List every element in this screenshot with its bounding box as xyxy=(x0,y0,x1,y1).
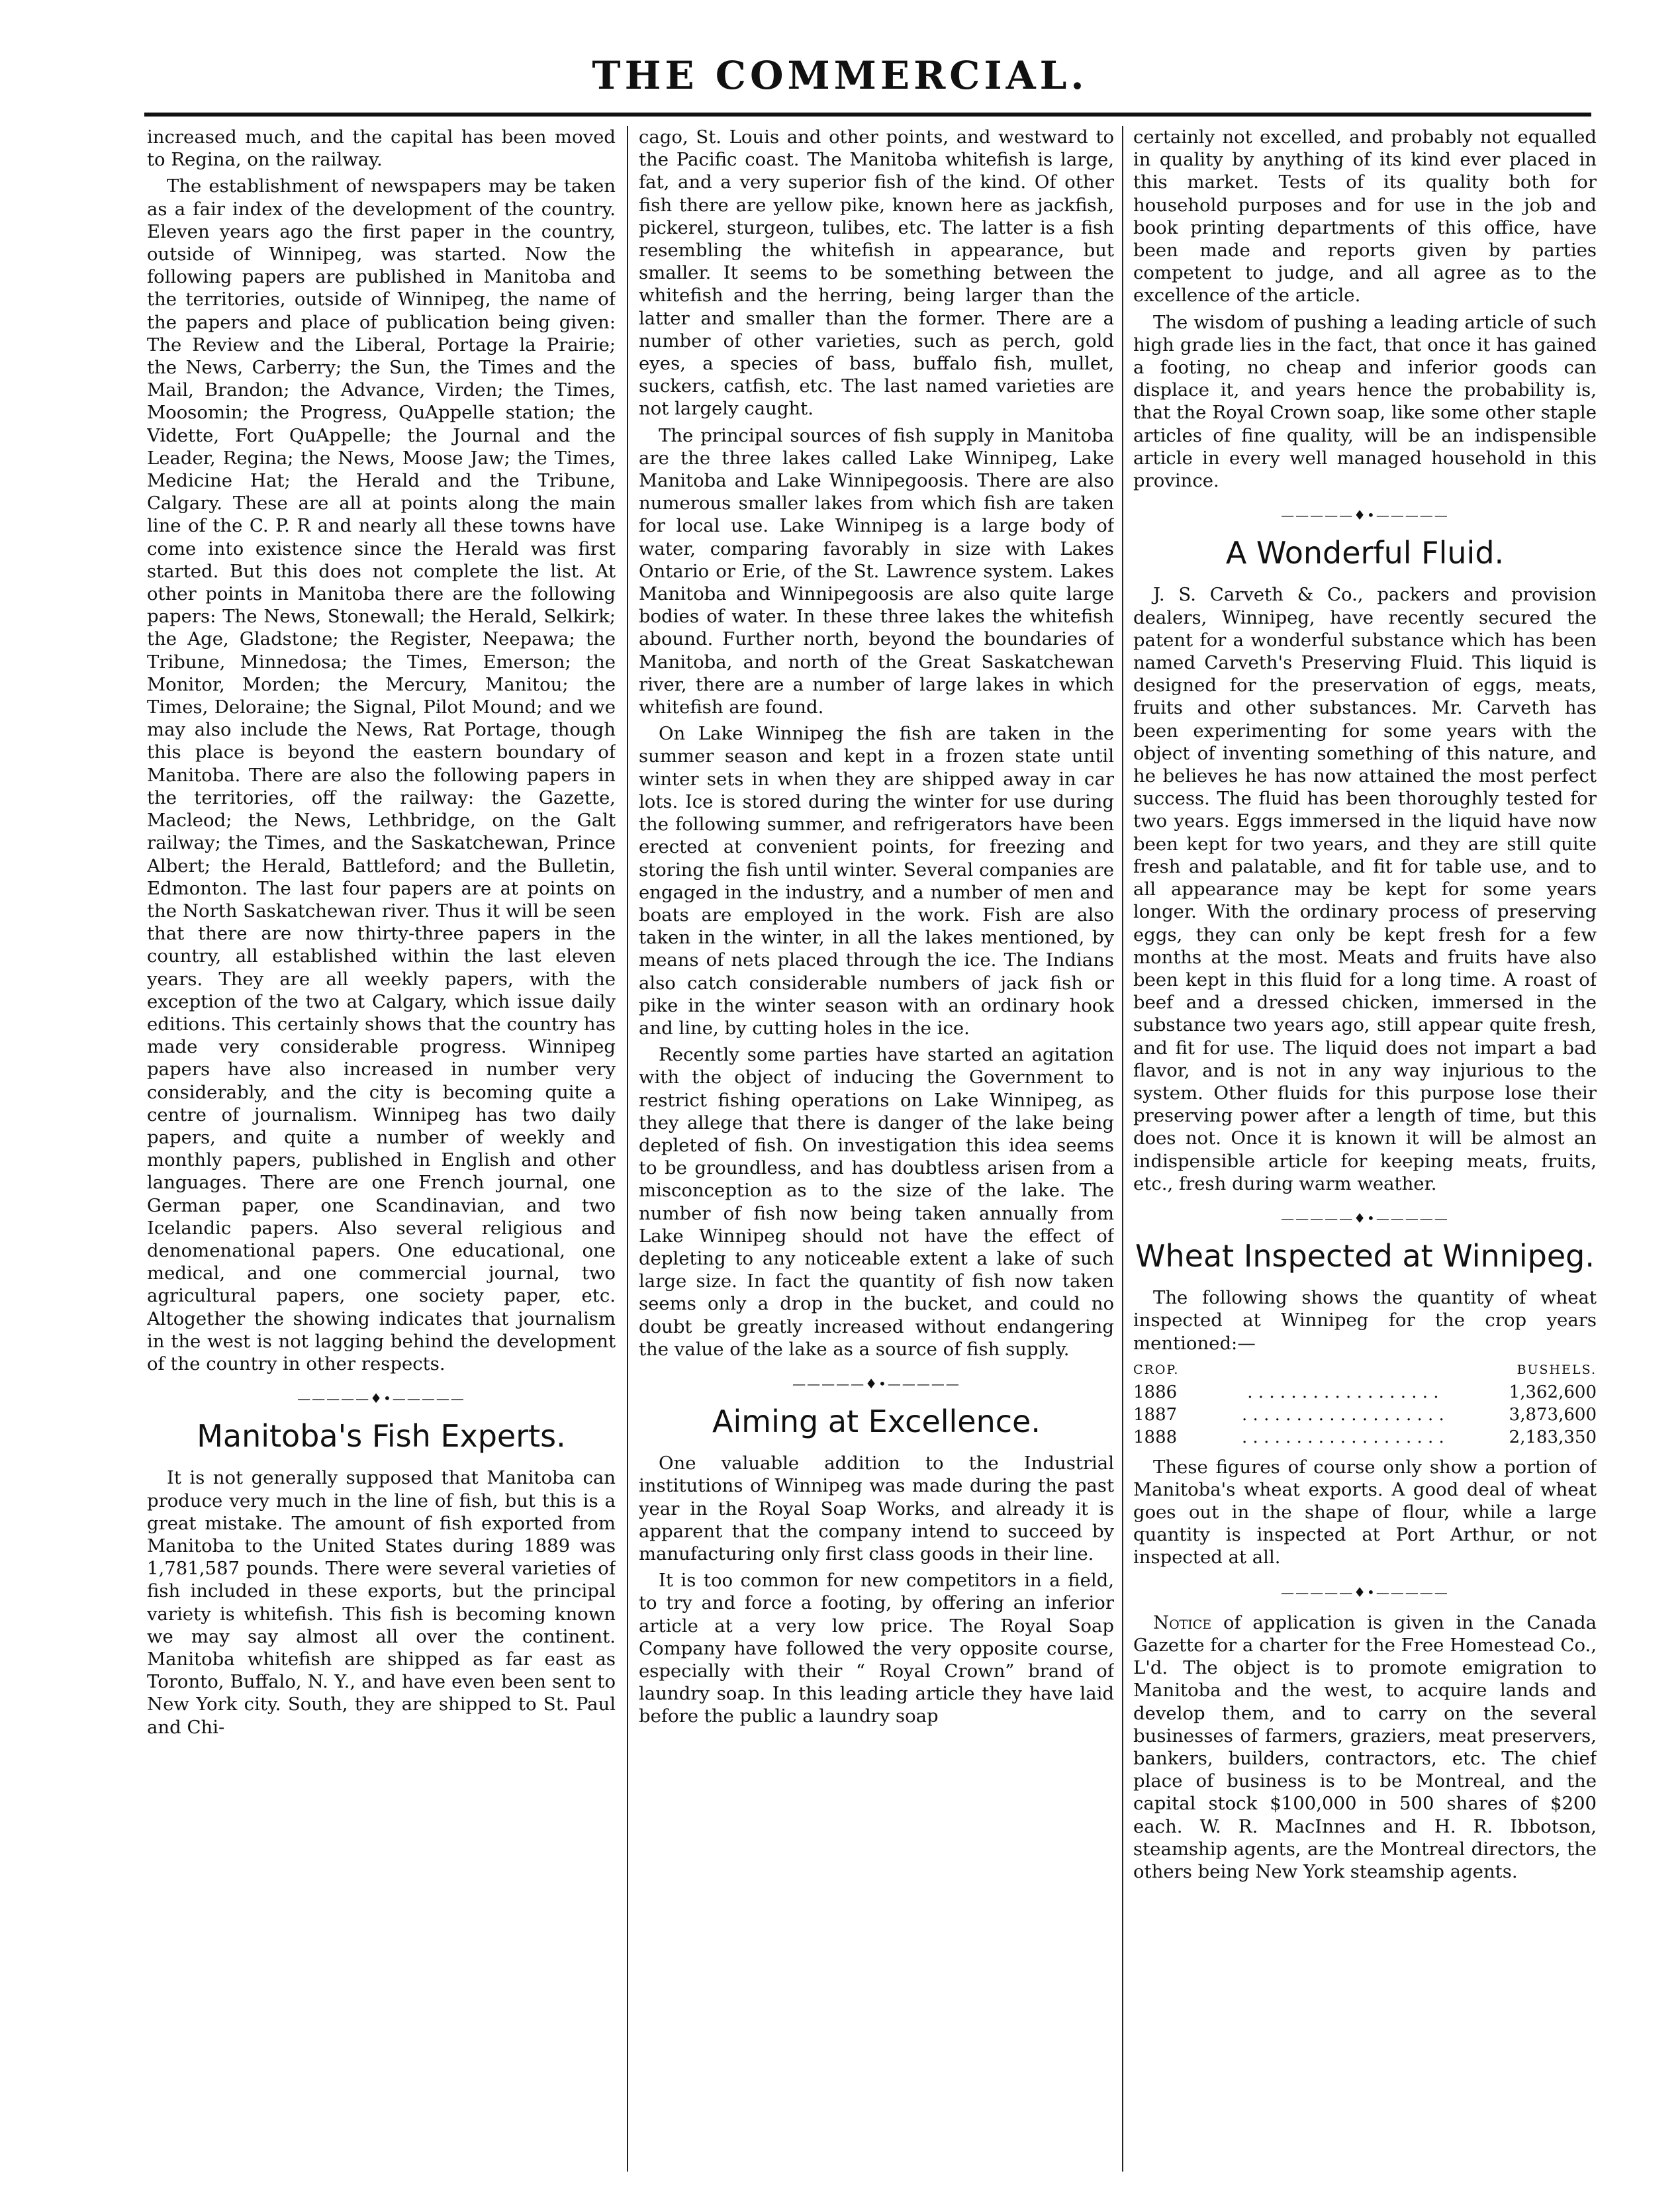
table-header xyxy=(1133,1359,1597,1381)
section-divider: —————♦•————— xyxy=(297,1390,465,1407)
article-heading: Aiming at Excellence. xyxy=(712,1404,1041,1440)
row-leader: . . . . . . . . . . . . . . . . . . . xyxy=(1242,1405,1444,1425)
column-3 xyxy=(1133,126,1597,2172)
paragraph: Recently some parties have started an agitation with the object of inducing the Government to restrict fishing operations on Lake Winnipeg, as they allege that there is danger of the lake being depleted of fish. On investigation this idea seems to be groundless, and has doubtless arisen from a misconception as to the size of the lake. The number of fish now being taken annually from Lake Winnipeg should not have the effect of depleting to any noticeable extent a lake of such large size. In fact the quantity of fish now taken seems only a drop in the bucket, and could no doubt be greatly increased without endangering the value of the lake as a source of fish supply. xyxy=(639,1044,1114,1360)
paragraph: It is too common for new competitors in a field, to try and force a footing, by offering an inferior article at a very low price. The Royal Soap Company have followed the very opposite course, especially with their “ Royal Crown” brand of laundry soap. In this leading article they have laid before the public a laundry soap xyxy=(639,1570,1114,1727)
row-year: 1887 xyxy=(1133,1405,1178,1425)
notice-text: of application is given in the Canada Gazette for a charter for the Free Homestead Co., L'd. The object is to promote emigration to Manitoba and the west, to acquire lands and develop them, and to carry on the several businesses of farmers, graziers, meat preservers, bankers, builders, contractors, etc. The chief place of business is to be Montreal, and the capital stock $100,000 in 500 shares of $200 each. W. R. MacInnes and H. R. Ibbotson, steamship agents, are the Montreal directors, the others being New York steamship agents. xyxy=(1133,1611,1597,1883)
paragraph: The establishment of newspapers may be taken as a fair index of the development of the country. Eleven years ago the first paper in the country, outside of Winnipeg, was started. Now the following papers are published in Manitoba and the territories, outside of Winnipeg, the name of the papers and place of publication being given: The Review and the Liberal, Portage la Prairie; the News, Carberry; the Sun, the Times and the Mail, Brandon; the Advance, Virden; the Times, Moosomin; the Progress, QuAppelle station; the Vidette, Fort QuAppelle; the Journal and the Leader, Regina; the News, Moose Jaw; the Times, Medicine Hat; the Herald and the Tribune, Calgary. These are all at points along the main line of the C. P. R and nearly all these towns have come into existence since the Herald was first started. But this does not complete the list. At other points in Manitoba there are the following papers: The News, Stonewall; the Herald, Selkirk; the Age, Gladstone; the Register, Neepawa; the Tribune, Minnedosa; the Times, Emerson; the Monitor, Morden; the Mercury, Manitou; the Times, Deloraine; the Signal, Pilot Mound; and we may also include the News, Rat Portage, though this place is beyond the eastern boundary of Manitoba. There are also the following papers in the territories, off the railway: the Gazette, Macleod; the News, Lethbridge, on the Galt railway; the Times, and the Saskatchewan, Prince Albert; the Herald, Battleford; and the Bulletin, Edmonton. The last four papers are at points on the North Saskatchewan river. Thus it will be seen that there are now thirty-three papers in the country, all established within the last eleven years. They are all weekly papers, with the exception of the two at Calgary, which issue daily editions. This certainly shows that the country has made very considerable progress. Winnipeg papers have also increased in number very considerably, and the city is becoming quite a centre of journalism. Winnipeg has two daily papers, and quite a number of weekly and monthly papers, published in English and other languages. There are one French journal, one German paper, one Scandinavian, and two Icelandic papers. Also several religious and denomenational papers. One educational, one medical, and one commercial journal, two agricultural papers, one society paper, etc. Altogether the showing indicates that journalism in the west is not lagging behind the development of the country in other respects. xyxy=(147,175,616,1374)
paragraph: It is not generally supposed that Manitoba can produce very much in the line of fish, but this is a great mistake. The amount of fish exported from Manitoba to the United States during 1889 was 1,781,587 pounds. There were several varieties of fish included in these exports, but the principal variety is whitefish. This fish is becoming known we may say almost all over the continent. Manitoba whitefish are shipped as far east as Toronto, Buffalo, N. Y., and have even been sent to New York city. South, they are shipped to St. Paul and Chi- xyxy=(147,1467,616,1738)
header-crop: CROP. xyxy=(1133,1362,1180,1377)
paragraph: One valuable addition to the Industrial institutions of Winnipeg was made during the past year in the Royal Soap Works, and already it is apparent that the company intend to succeed by manufacturing only first class goods in their line. xyxy=(639,1453,1114,1564)
row-year: 1886 xyxy=(1133,1382,1178,1402)
article-heading: A Wonderful Fluid. xyxy=(1225,535,1505,571)
paragraph: certainly not excelled, and probably not equalled in quality by anything of its kind ever placed in this market. Tests of its quality both for household purposes and for use in the job and book printing departments of this office, have been made and reports given by parties competent to judge, and all agree as to the excellence of the article. xyxy=(1133,126,1597,307)
paragraph: These figures of course only show a portion of Manitoba's wheat exports. A good deal of wheat goes out in the shape of flour, while a large quantity is inspected at Port Arthur, or not inspected at all. xyxy=(1133,1456,1597,1568)
paragraph: increased much, and the capital has been moved to Regina, on the railway. xyxy=(147,126,616,171)
row-bushels: 2,183,350 xyxy=(1509,1427,1597,1448)
notice-lead: Notice xyxy=(1153,1611,1212,1633)
article-heading: Manitoba's Fish Experts. xyxy=(197,1418,566,1455)
column-rule xyxy=(1122,126,1123,2172)
wheat-table xyxy=(1133,1359,1597,1449)
notice-paragraph xyxy=(1133,1611,1597,1883)
column-2 xyxy=(639,126,1114,2172)
row-leader: . . . . . . . . . . . . . . . . . . . xyxy=(1242,1427,1444,1448)
paragraph: The following shows the quantity of wheat inspected at Winnipeg for the crop years mentioned:— xyxy=(1133,1287,1597,1354)
article-heading: Wheat Inspected at Winnipeg. xyxy=(1135,1238,1595,1274)
paragraph: On Lake Winnipeg the fish are taken in the summer season and kept in a frozen state until winter sets in when they are shipped away in car lots. Ice is stored during the winter for use during the following summer, and refrigerators have been erected at convenient points, for freezing and storing the fish until winter. Several companies are engaged in the industry, and a number of men and boats are employed in the work. Fish are also taken in the winter, in all the lakes mentioned, by means of nets placed through the ice. The Indians also catch considerable numbers of jack fish or pike in the winter season with an ordinary hook and line, by cutting holes in the ice. xyxy=(639,723,1114,1039)
row-leader: . . . . . . . . . . . . . . . . . . xyxy=(1247,1382,1439,1402)
masthead: THE COMMERCIAL. xyxy=(592,53,1088,98)
paragraph: The principal sources of fish supply in Manitoba are the three lakes called Lake Winnipeg, Lake Manitoba and Lake Winnipegoosis. There are also numerous smaller lakes from which fish are taken for local use. Lake Winnipeg is a large body of water, comparing favorably in size with Lakes Ontario or Erie, of the St. Lawrence system. Lakes Manitoba and Winnipegoosis are also quite large bodies of water. In these three lakes the whitefish abound. Further north, beyond the boundaries of Manitoba, and north of the Great Saskatchewan river, there are a number of large lakes in which whitefish are found. xyxy=(639,424,1114,718)
column-rule xyxy=(627,126,628,2172)
row-bushels: 3,873,600 xyxy=(1509,1405,1597,1425)
paragraph: cago, St. Louis and other points, and westward to the Pacific coast. The Manitoba whitefish is large, fat, and a very superior fish of the kind. Of other fish there are yellow pike, known here as jackfish, pickerel, sturgeon, tulibes, etc. The latter is a fish resembling the whitefish in appearance, but smaller. It seems to be something between the whitefish and the herring, being larger than the latter and smaller than the former. There are a number of other varieties, such as perch, gold eyes, a species of bass, buffalo fish, mullet, suckers, catfish, etc. The last named varieties are not largely caught. xyxy=(639,126,1114,420)
header-bushels: BUSHELS. xyxy=(1517,1362,1597,1377)
section-divider: —————♦•————— xyxy=(1281,507,1449,524)
paragraph: The wisdom of pushing a leading article of such high grade lies in the fact, that once it has gained a footing, no cheap and inferior goods can displace it, and years hence the probability is, that the Royal Crown soap, like some other staple articles of fine quality, will be an indispensible article in every well managed household in this province. xyxy=(1133,311,1597,492)
table-row xyxy=(1133,1381,1597,1404)
section-divider: —————♦•————— xyxy=(1281,1210,1449,1226)
row-bushels: 1,362,600 xyxy=(1509,1382,1597,1402)
masthead-rule xyxy=(144,113,1591,117)
table-row xyxy=(1133,1426,1597,1449)
table-row xyxy=(1133,1404,1597,1426)
paragraph: J. S. Carveth & Co., packers and provision dealers, Winnipeg, have recently secured the patent for a wonderful substance which has been named Carveth's Preserving Fluid. This liquid is designed for the preservation of eggs, meats, fruits and other substances. Mr. Carveth has been experimenting for some years with the object of inventing something of this nature, and he believes he has now attained the most perfect success. The fluid has been thoroughly tested for two years. Eggs immersed in the liquid have now been kept for two years, and they are still quite fresh and palatable, and fit for table use, and to all appearance may be kept for some years longer. With the ordinary process of preserving eggs, they can only be kept fresh for a few months at the most. Meats and fruits have also been kept in this fluid for a long time. A roast of beef and a dressed chicken, immersed in the substance two years ago, still appear quite fresh, and fit for use. The liquid does not impart a bad flavor, and is not in any way injurious to the system. Other fluids for this purpose lose their preserving power after a length of time, but this does not. Once it is known it will be almost an indispensible article for keeping meats, fruits, etc., fresh during warm weather. xyxy=(1133,584,1597,1194)
section-divider: —————♦•————— xyxy=(792,1375,960,1392)
column-1 xyxy=(147,126,616,2172)
section-divider: —————♦•————— xyxy=(1281,1584,1449,1600)
row-year: 1888 xyxy=(1133,1427,1178,1448)
